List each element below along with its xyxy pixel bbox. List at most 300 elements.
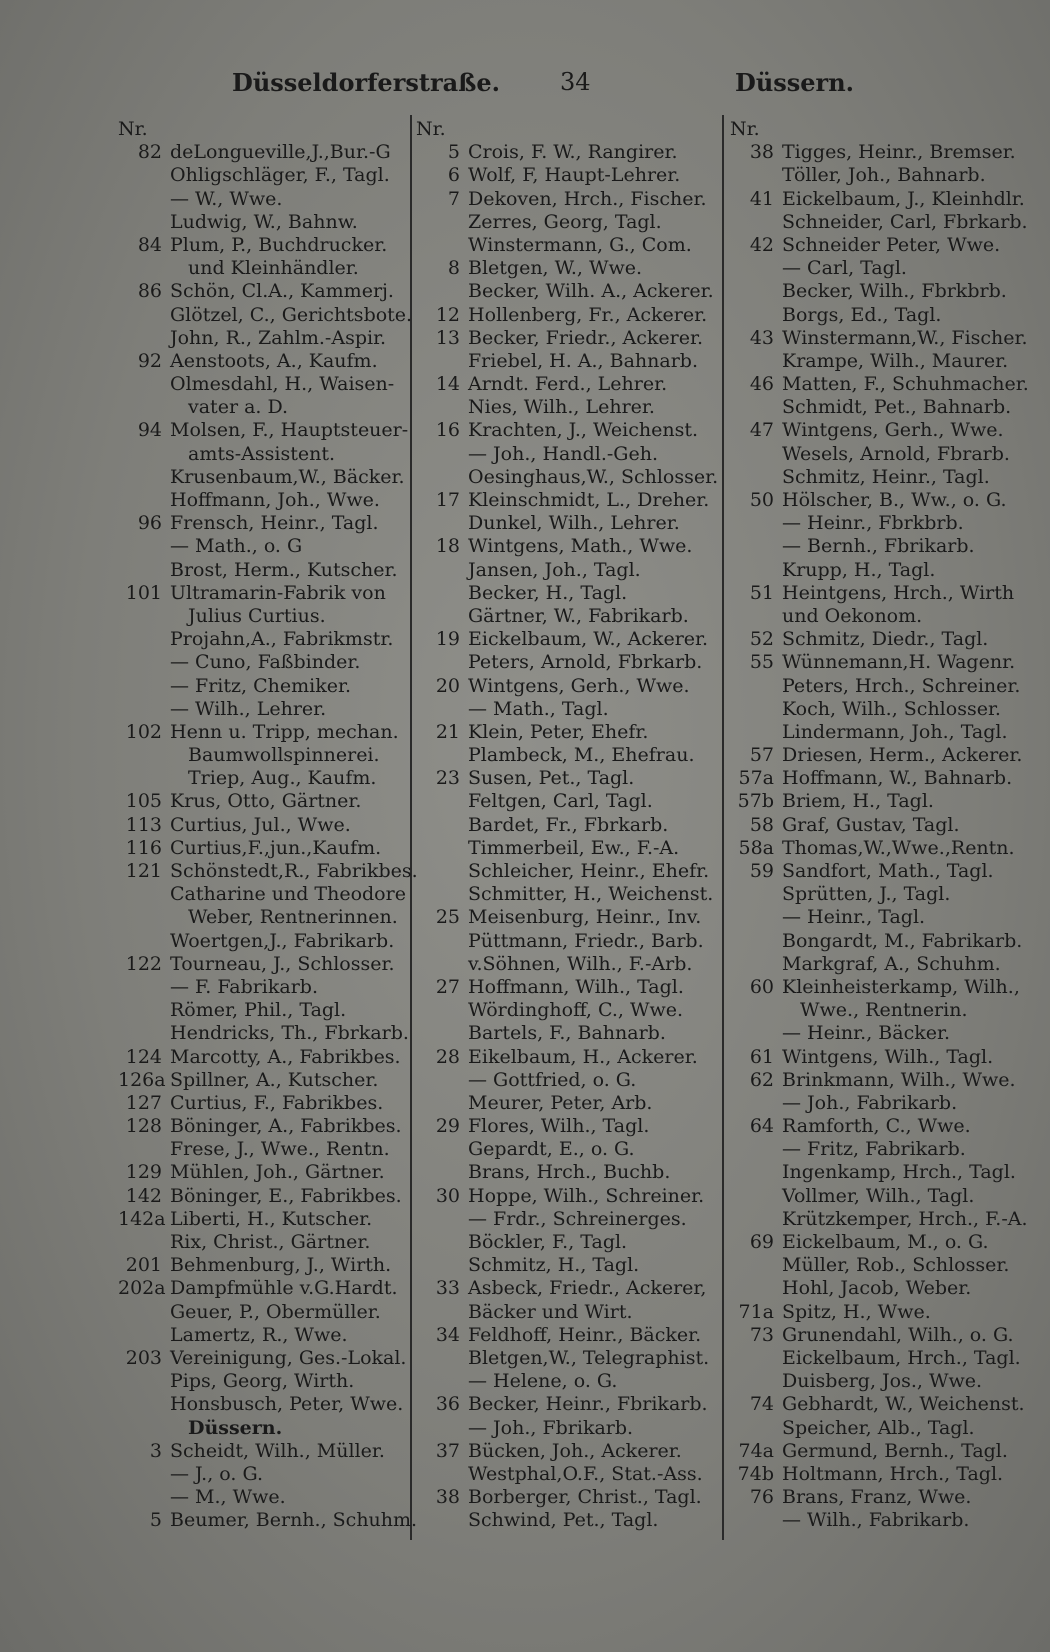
resident-text: Asbeck, Friedr., Ackerer, [468,1277,707,1300]
directory-entry [416,605,706,628]
directory-column-1 [118,118,418,1532]
resident-text: Ludwig, W., Bahnw. [170,210,358,233]
column-header [118,118,403,141]
directory-entry [118,976,403,999]
resident-text: — Cuno, Faßbinder. [170,651,361,674]
resident-text: Matten, F., Schuhmacher. [782,373,1029,396]
house-number: 8 [447,257,460,280]
directory-entry [118,1115,403,1138]
directory-entry [730,1046,1030,1069]
resident-text: Grunendahl, Wilh., o. G. [782,1323,1014,1346]
house-number: 14 [435,373,460,396]
house-number: 126a [118,1068,166,1091]
resident-text: Arndt. Ferd., Lehrer. [468,373,668,396]
house-number: 36 [435,1393,460,1416]
house-number: 116 [125,836,162,859]
directory-entry [730,1115,1030,1138]
resident-text: — Wilh., Fabrikarb. [782,1509,970,1532]
resident-text: Lamertz, R., Wwe. [170,1323,348,1346]
resident-text: Eickelbaum, M., o. G. [782,1231,989,1253]
house-number: 62 [749,1068,774,1091]
directory-entry [730,721,1030,744]
directory-entry [416,1185,706,1208]
column-header [730,118,1030,141]
resident-text: Schönstedt,R., Fabrikbes. [170,860,418,882]
directory-entry [416,257,706,280]
directory-entry [118,651,403,674]
resident-text: Molsen, F., Hauptsteuer- [170,419,409,442]
house-number: 28 [435,1045,460,1068]
directory-entry [730,1440,1030,1463]
resident-text: Sandfort, Math., Tagl. [782,860,994,882]
resident-text: Römer, Phil., Tagl. [170,999,347,1022]
resident-text: Gebhardt, W., Weichenst. [782,1393,1025,1416]
directory-entry [118,1346,407,1370]
directory-entry [416,1509,706,1532]
resident-text: Henn u. Tripp, mechan. [170,720,399,743]
directory-entry [416,396,706,419]
resident-text: Krupp, H., Tagl. [782,558,936,581]
resident-text: Frensch, Heinr., Tagl. [170,512,379,535]
resident-text: Dampfmühle v.G.Hardt. [170,1277,398,1300]
resident-text: Schmitz, Heinr., Tagl. [782,465,990,488]
resident-text: — Math., o. G [170,535,303,558]
resident-text: Bardet, Fr., Fbrkarb. [468,813,669,836]
directory-entry [730,814,1030,837]
resident-text: Winstermann, G., Com. [468,233,692,256]
resident-text: Bücken, Joh., Ackerer. [468,1439,682,1462]
directory-entry [416,1277,706,1300]
resident-text: Düssern. [188,1416,283,1439]
resident-text: Schwind, Pet., Tagl. [468,1509,659,1532]
house-number: 86 [137,280,162,303]
directory-entry [118,188,403,211]
directory-entry [730,350,1030,373]
directory-entry [730,1393,1030,1416]
directory-entry [118,767,403,790]
directory-entry [118,1509,418,1532]
directory-entry [416,304,706,327]
directory-entry [416,837,706,860]
resident-text: Kleinheisterkamp, Wilh., [782,975,1020,998]
resident-text: — M., Wwe. [170,1486,286,1509]
resident-text: Brinkmann, Wilh., Wwe. [782,1068,1016,1091]
directory-entry [416,1486,706,1509]
directory-entry [730,767,1030,790]
house-number: 82 [137,141,162,164]
directory-entry [730,1370,1030,1393]
resident-text: Hoffmann, Joh., Wwe. [170,489,380,511]
directory-entry [416,164,706,187]
directory-entry [730,1301,1030,1324]
resident-text: Lindermann, Joh., Tagl. [782,720,1008,743]
house-number: 13 [435,326,460,349]
resident-text: Frese, J., Wwe., Rentn. [170,1138,390,1161]
house-number: 128 [125,1115,162,1138]
directory-entry [730,1254,1030,1277]
directory-entry [730,327,1030,350]
resident-text: Honsbusch, Peter, Wwe. [170,1393,404,1416]
house-number: 19 [435,628,460,651]
directory-entry [416,1346,710,1370]
house-number: 127 [125,1091,162,1114]
house-number: 33 [435,1277,460,1300]
directory-entry [730,164,1030,187]
resident-text: Aenstoots, A., Kaufm. [170,349,378,372]
resident-text: — Wilh., Lehrer. [170,697,327,720]
resident-text: Borberger, Christ., Tagl. [468,1486,702,1509]
directory-entry [416,1324,706,1347]
directory-entry [118,303,413,327]
directory-entry [730,1069,1030,1092]
directory-entry [730,790,1030,813]
resident-text: Schmitz, H., Tagl. [468,1254,640,1277]
directory-entry [730,744,1030,767]
house-number: 20 [435,674,460,697]
resident-text: Duisberg, Jos., Wwe. [782,1370,983,1393]
house-number: 202a [118,1277,166,1300]
resident-text: Hoppe, Wilh., Schreiner. [468,1184,705,1207]
directory-entry [416,628,709,651]
directory-entry [118,1069,403,1092]
house-number: 57a [738,767,774,790]
directory-entry [416,535,706,558]
directory-entry [730,976,1030,999]
directory-entry [730,628,1030,651]
directory-entry [730,188,1030,211]
directory-entry [730,1208,1030,1231]
resident-text: Markgraf, A., Schuhm. [782,952,1001,975]
resident-text: v.Söhnen, Wilh., F.-Arb. [468,952,693,975]
street-heading: Düsseldorferstraße. [232,68,500,97]
resident-text: Westphal,O.F., Stat.-Ass. [468,1462,703,1485]
house-number: 129 [125,1161,162,1184]
resident-text: Wintgens, Gerh., Wwe. [782,419,1004,442]
resident-text: Zerres, Georg, Tagl. [468,210,662,233]
house-number: 142 [125,1184,162,1207]
directory-entry [730,953,1030,976]
house-number: 23 [435,767,460,790]
directory-entry [118,234,403,257]
resident-text: — Heinr., Bäcker. [782,1022,951,1045]
directory-entry [416,999,706,1022]
house-number: 203 [125,1346,162,1369]
resident-text: Schmitter, H., Weichenst. [468,883,714,906]
resident-text: Briem, H., Tagl. [782,790,934,813]
directory-entry [118,373,403,396]
directory-entry [118,860,418,883]
directory-entry [730,234,1030,257]
directory-entry [730,443,1030,466]
resident-text: Bletgen, W., Wwe. [468,257,643,280]
directory-entry [118,628,403,651]
resident-text: Peters, Hrch., Schreiner. [782,674,1021,697]
directory-entry [416,953,706,976]
directory-entry [118,675,403,698]
resident-text: Sprütten, J., Tagl. [782,883,951,906]
directory-entry [416,1393,706,1416]
resident-text: — Gottfried, o. G. [468,1068,637,1091]
resident-text: Brans, Franz, Wwe. [782,1486,972,1509]
resident-text: Mühlen, Joh., Gärtner. [170,1161,385,1184]
resident-text: amts-Assistent. [188,442,335,465]
directory-entry [118,790,403,813]
resident-text: Plambeck, M., Ehefrau. [468,744,695,767]
directory-entry [416,883,714,906]
house-number: 18 [435,535,460,558]
directory-entry [416,1440,706,1463]
house-number: 102 [125,720,162,743]
resident-text: Becker, Heinr., Fbrikarb. [468,1393,708,1416]
directory-entry [416,465,719,489]
resident-text: Gärtner, W., Fabrikarb. [468,604,689,627]
resident-text: — Fritz, Chemiker. [170,674,352,697]
directory-entry [118,698,403,721]
directory-entry [730,512,1030,535]
house-number: 6 [447,164,460,187]
resident-text: Eickelbaum, Hrch., Tagl. [782,1346,1021,1369]
resident-text: Wintgens, Math., Wwe. [468,535,693,558]
directory-entry [730,1509,1030,1532]
resident-text: Curtius, Jul., Wwe. [170,813,351,836]
resident-text: Püttmann, Friedr., Barb. [468,929,704,952]
directory-entry [730,675,1030,698]
house-number: 25 [435,906,460,929]
directory-entry [730,396,1030,419]
directory-entry [730,1231,1030,1254]
resident-text: Krusenbaum,W., Bäcker. [170,465,405,488]
directory-column-2 [416,118,719,1532]
house-number: 17 [435,489,460,511]
resident-text: Scheidt, Wilh., Müller. [170,1439,385,1462]
house-number: 58a [738,836,774,859]
house-number: 5 [447,141,460,164]
resident-text: Driesen, Herm., Ackerer. [782,744,1023,767]
directory-entry [416,419,706,442]
house-number: 50 [749,489,774,511]
resident-text: Holtmann, Hrch., Tagl. [782,1462,1004,1485]
directory-entry [730,605,1030,628]
directory-entry [118,1254,403,1277]
directory-entry [730,466,1030,489]
directory-entry [416,582,706,605]
directory-entry [118,1463,403,1486]
directory-entry [416,373,706,396]
resident-text: Bongardt, M., Fabrikarb. [782,929,1023,952]
directory-entry [730,211,1030,234]
directory-entry [416,1301,706,1324]
directory-entry [118,582,403,605]
directory-entry [118,350,403,373]
directory-entry [118,814,403,837]
house-number: 71a [738,1300,774,1323]
directory-entry [118,280,403,303]
house-number: 142a [118,1207,166,1230]
resident-text: Ingenkamp, Hrch., Tagl. [782,1161,1016,1184]
resident-text: Klein, Peter, Ehefr. [468,720,649,743]
resident-text: Becker, Wilh., Fbrkbrb. [782,280,1007,303]
directory-entry [730,1277,1030,1300]
directory-entry [118,1231,403,1254]
directory-entry [416,1231,706,1254]
directory-entry [416,767,706,790]
directory-column-3 [730,118,1030,1532]
resident-text: — Joh., Fbrikarb. [468,1416,634,1439]
directory-entry [416,141,706,164]
directory-entry [730,141,1030,164]
house-number: 38 [435,1486,460,1509]
house-number: 42 [749,233,774,256]
resident-text: Winstermann,W., Fischer. [782,326,1028,349]
district-heading: Düssern. [735,68,855,97]
directory-entry [416,651,706,674]
resident-text: Pips, Georg, Wirth. [170,1370,355,1393]
directory-entry [416,675,706,698]
house-number: 57 [749,744,774,767]
directory-entry [118,419,409,442]
resident-text: — Fritz, Fabrikarb. [782,1138,966,1161]
directory-entry [118,1138,403,1161]
directory-entry [416,930,706,953]
resident-text: Oesinghaus,W., Schlosser. [468,465,719,488]
directory-entry [118,1022,409,1045]
directory-entry [118,1092,403,1115]
resident-text: Flores, Wilh., Tagl. [468,1115,650,1138]
directory-entry [118,953,403,976]
directory-entry [416,234,706,257]
directory-entry [416,280,714,303]
resident-text: Wördinghoff, C., Wwe. [468,999,684,1022]
resident-text: Brost, Herm., Kutscher. [170,558,398,581]
resident-text: Koch, Wilh., Schlosser. [782,697,1001,720]
resident-text: Catharine und Theodore [170,883,406,906]
column-header [416,118,706,141]
directory-entry [730,559,1030,582]
directory-entry [730,1463,1030,1486]
house-number: 55 [749,651,774,674]
resident-text: Woertgen,J., Fabrikarb. [170,929,395,952]
resident-text: — Joh., Handl.-Geh. [468,442,658,465]
directory-entry [416,559,706,582]
house-number: 52 [749,628,774,651]
resident-text: Friebel, H. A., Bahnarb. [468,349,699,372]
directory-entry [118,906,403,929]
column-divider [722,115,724,1540]
house-number: 58 [749,813,774,836]
directory-entry [416,443,706,466]
resident-text: Tigges, Heinr., Bremser. [782,141,1016,164]
house-number: 76 [749,1486,774,1509]
directory-entry [416,814,706,837]
resident-text: — Helene, o. G. [468,1370,618,1393]
resident-text: Peters, Arnold, Fbrkarb. [468,651,703,674]
directory-entry [730,304,1030,327]
house-number: 92 [137,349,162,372]
house-number: 64 [749,1115,774,1138]
directory-entry [730,999,1030,1022]
resident-text: Behmenburg, J., Wirth. [170,1254,392,1277]
directory-entry [118,1324,403,1347]
resident-text: deLongueville,J.,Bur.-G [170,141,391,164]
resident-text: Jansen, Joh., Tagl. [468,558,641,581]
resident-text: Krützkemper, Hrch., F.-A. [782,1207,1028,1230]
directory-entry [416,1092,706,1115]
directory-entry [118,512,403,535]
house-number: 7 [447,187,460,210]
resident-text: Becker, Wilh. A., Ackerer. [468,280,714,303]
directory-entry [118,211,403,234]
resident-text: Liberti, H., Kutscher. [170,1207,373,1230]
resident-text: und Oekonom. [782,604,923,627]
resident-text: Hoffmann, W., Bahnarb. [782,767,1013,790]
resident-text: Schmidt, Pet., Bahnarb. [782,396,1012,419]
house-number: 43 [749,326,774,349]
resident-text: Hendricks, Th., Fbrkarb. [170,1022,409,1045]
resident-text: Hoffmann, Wilh., Tagl. [468,975,684,998]
directory-entry [416,1161,706,1184]
directory-entry [730,906,1030,929]
resident-text: Bartels, F., Bahnarb. [468,1022,666,1045]
directory-entry [416,1069,706,1092]
resident-text: Bletgen,W., Telegraphist. [468,1346,710,1369]
directory-entry [416,698,706,721]
house-number: 84 [137,233,162,256]
directory-entry [118,605,403,628]
page-number: 34 [560,68,591,96]
resident-text: Vereinigung, Ges.-Lokal. [170,1346,407,1369]
directory-entry [730,1138,1030,1161]
house-number: 61 [749,1045,774,1068]
directory-entry [118,1440,403,1463]
resident-text: Spitz, H., Wwe. [782,1300,931,1323]
resident-text: Schmitz, Diedr., Tagl. [782,628,989,651]
section-heading [118,1417,403,1440]
directory-entry [118,1277,403,1300]
directory-entry [416,1463,706,1486]
resident-text: Baumwollspinnerei. [188,744,380,767]
house-number: 27 [435,975,460,998]
resident-text: Wintgens, Gerh., Wwe. [468,674,690,697]
house-number: 47 [749,419,774,442]
directory-entry [730,837,1030,860]
resident-text: Kleinschmidt, L., Dreher. [468,489,710,511]
directory-entry [416,1046,706,1069]
resident-text: Curtius, F., Fabrikbes. [170,1091,384,1114]
directory-entry [416,327,706,350]
house-number: 59 [749,860,774,882]
resident-text: Becker, Friedr., Ackerer. [468,326,704,349]
house-number: 16 [435,419,460,442]
directory-entry [730,1324,1030,1347]
resident-text: Gepardt, E., o. G. [468,1138,635,1161]
resident-text: Hohl, Jacob, Weber. [782,1277,972,1300]
house-number: 101 [125,581,162,604]
resident-text: Spillner, A., Kutscher. [170,1068,379,1091]
directory-entry [416,489,710,512]
resident-text: Hölscher, B., Ww., o. G. [782,489,1007,511]
house-number: 29 [435,1115,460,1138]
resident-text: John, R., Zahlm.-Aspir. [170,326,387,349]
resident-text: Meisenburg, Heinr., Inv. [468,906,702,929]
directory-entry [416,976,706,999]
directory-entry [118,1185,403,1208]
directory-entry [730,489,1030,512]
resident-text: — W., Wwe. [170,187,283,210]
resident-text: Wintgens, Wilh., Tagl. [782,1045,994,1068]
resident-text: Ultramarin-Fabrik von [170,581,386,604]
directory-entry [118,1208,403,1231]
resident-text: Meurer, Peter, Arb. [468,1091,653,1114]
